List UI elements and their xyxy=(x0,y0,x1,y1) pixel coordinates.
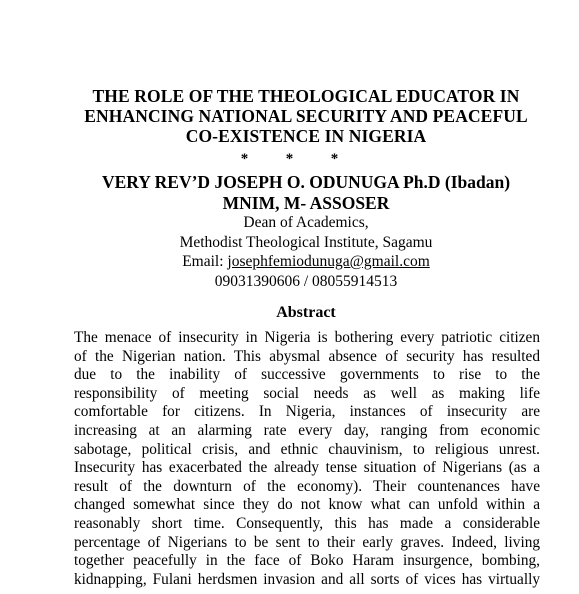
email-line xyxy=(40,252,572,272)
abstract-line: The menace of insecurity in Nigeria is bothering every patriotic citizen xyxy=(74,329,540,346)
abstract-line: of the Nigerian nation. This abysmal absence of security has resulted xyxy=(74,347,540,365)
author-credentials: MNIM, M- ASSOSER xyxy=(222,193,390,213)
abstract-line: increasing at an alarming rate every day, ranging from economic xyxy=(74,421,540,439)
affiliation-block xyxy=(40,213,572,291)
author-name: VERY REV’D JOSEPH O. ODUNUGA Ph.D (Ibadan) xyxy=(101,172,511,192)
abstract-line: responsibility of meeting social needs as well as making life xyxy=(74,384,540,402)
abstract-line: due to the inability of successive governments to rise to the xyxy=(74,366,540,384)
title-line-2: ENHANCING NATIONAL SECURITY AND PEACEFUL xyxy=(84,106,528,126)
abstract-line: comfortable for citizens. In Nigeria, instances of insecurity are xyxy=(74,403,540,421)
email-link[interactable]: josephfemiodunuga@gmail.com xyxy=(227,253,430,270)
abstract-line: changed somewhat since they do not know what can unfold within a xyxy=(74,496,540,514)
phone-numbers: 09031390606 / 08055914513 xyxy=(214,272,398,290)
affiliation-institution: Methodist Theological Institute, Sagamu xyxy=(179,233,433,251)
abstract-line: together peacefully in the face of Boko Haram insurgence, bombing, xyxy=(74,552,540,570)
abstract-line: Insecurity has exacerbated the already tense situation of Nigerians (as a xyxy=(74,459,540,477)
abstract-line: kidnapping, Fulani herdsmen invasion and all sorts of vices has virtually xyxy=(74,570,540,588)
abstract-line: reasonably short time. Consequently, this has made a considerable xyxy=(74,514,540,532)
email-label: Email: xyxy=(182,253,228,270)
section-separator: * * * xyxy=(240,151,339,167)
abstract-body xyxy=(74,329,540,589)
abstract-line: percentage of Nigerians to be sent to their early graves. Indeed, living xyxy=(74,533,540,551)
author-block xyxy=(40,172,572,214)
title-line-3: CO-EXISTENCE IN NIGERIA xyxy=(185,126,427,146)
abstract-heading: Abstract xyxy=(276,304,336,321)
affiliation-role: Dean of Academics, xyxy=(243,214,369,231)
abstract-line: result of the downturn of the economy). Their countenances have xyxy=(74,477,540,495)
abstract-line: sabotage, political crisis, and ethnic chauvinism, to religious unrest. xyxy=(74,440,540,458)
paper-title xyxy=(40,86,572,146)
title-line-1: THE ROLE OF THE THEOLOGICAL EDUCATOR IN xyxy=(92,86,520,106)
